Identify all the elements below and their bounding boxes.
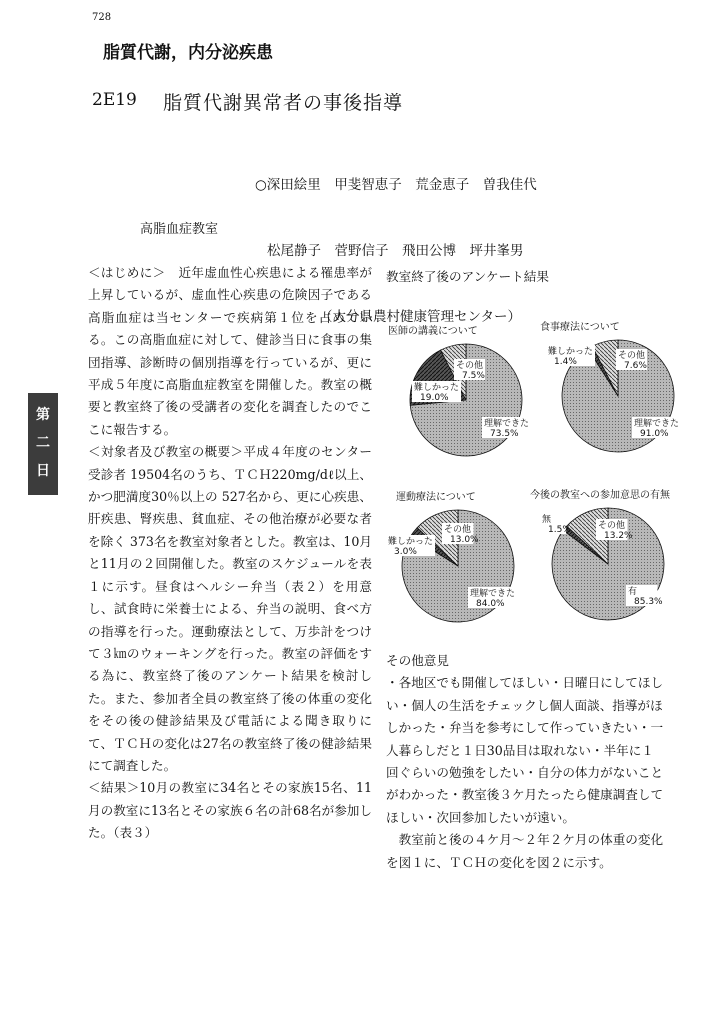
pie-category-label: その他 (444, 525, 472, 535)
paragraph-subjects: ＜対象者及び教室の概要＞平成４年度のセンター受診者 19504名のうち、ＴＣＨ220mg/dℓ以上、かつ肥満度30％以上の 527名から、更に心疾患、肝疾患、腎疾患、貧血症、その他治療が必要な者を除く 373名を教室対象者とした。教室は、10月と11月の２回開催した。教室のスケジュールを表１に示す。昼食はヘルシー弁当（表２）を用意し、試食時に栄養士による、弁当の説明、食べ方の指導を行った。運動療法として、万歩計をつけて３㎞のウォーキングを行った。教室の評価をする為に、教室終了後のアンケート結果を検討した。また、参加者全員の教室終了後の体重の変化をその後の健診結果及び電話による聞き取りにて、ＴＣＨの変化は27名の教室終了後の健診結果にて調査した。 (88, 444, 372, 773)
pie-chart-diet (540, 318, 690, 478)
pie-value-label: 13.0% (450, 535, 479, 545)
chart-title: 運動療法について (396, 492, 476, 503)
authors-line-2: 松尾静子 菅野信子 飛田公博 坪井峯男 (267, 243, 524, 259)
body-right-column (386, 650, 666, 874)
pie-category-label: 理解できた (634, 419, 680, 429)
paragraph-results: ＜結果＞10月の教室に34名とその家族15名、11月の教室に13名とその家族６名の計68名が参加した。（表３） (88, 780, 372, 841)
pie-value-label: 7.6% (624, 361, 647, 371)
pie-value-label: 19.0% (420, 393, 449, 403)
side-tab-char: 日 (36, 463, 50, 479)
pie-chart-svg (540, 334, 690, 479)
pie-category-label: その他 (456, 361, 484, 371)
pie-category-label: その他 (618, 351, 646, 361)
chart-title: 医師の講義について (388, 326, 478, 337)
pie-value-label: 84.0% (476, 599, 505, 609)
pie-value-label: 1.5% (548, 525, 571, 535)
pie-category-label: 有 (628, 587, 638, 597)
pie-category-label: 難しかった (548, 347, 594, 357)
pie-value-label: 85.3% (634, 597, 663, 607)
pie-chart-lecture (388, 322, 538, 482)
pie-value-label: 73.5% (490, 429, 519, 439)
pie-category-label: 無 (542, 515, 552, 525)
pie-chart-svg (530, 502, 680, 647)
pie-chart-participation (530, 486, 680, 646)
side-tab-char: 二 (36, 435, 50, 451)
pie-category-label: 理解できた (484, 419, 530, 429)
side-tab-char: 第 (36, 407, 50, 423)
pie-category-label: その他 (598, 521, 626, 531)
side-tab (28, 393, 58, 495)
pie-value-label: 13.2% (604, 531, 633, 541)
abstract-number: 2E19 (92, 90, 137, 110)
pie-value-label: 91.0% (640, 429, 669, 439)
affiliation: （大分県農村健康管理センター） (319, 309, 521, 325)
section-title: 脂質代謝，内分泌疾患 (103, 43, 273, 63)
pie-value-label: 7.5% (462, 371, 485, 381)
pie-chart-svg (388, 338, 538, 483)
paragraph-other-opinions: ・各地区でも開催してほしい・日曜日にしてほしい・個人の生活をチェックし個人面談、指導がほしかった・弁当を参考にして作っていきたい・一人暮らしだと１日30品目は取れない・半年に１回ぐらいの勉強をしたい・自分の体力がないことがわかった・教室後３ケ月たったら健康調査してほしい・次回参加したいが遠い。 (386, 675, 664, 825)
paragraph-figure-reference: 教室前と後の４ケ月～２年２ケ月の体重の変化を図１に、ＴＣＨの変化を図２に示す。 (386, 832, 664, 870)
paragraph-introduction: ＜はじめに＞ 近年虚血性心疾患による罹患率が上昇しているが、虚血性心疾患の危険因子である高脂血症は当センターで疾病第１位を占めている。この高脂血症に対して、健診当日に食事の集団指導、診断時の個別指導を行っているが、更に平成５年度に高脂血症教室を開催した。教室の概要と教室終了後の受講者の変化を調査したのでここに報告する。 (88, 265, 372, 437)
body-left-column (88, 262, 372, 845)
chart-title: 食事療法について (540, 322, 620, 333)
pie-category-label: 理解できた (470, 589, 516, 599)
pie-value-label: 1.4% (554, 357, 577, 367)
paragraph-other-opinions-heading: その他意見 (386, 653, 449, 668)
pie-value-label: 3.0% (394, 547, 417, 557)
survey-heading: 教室終了後のアンケート結果 (386, 269, 549, 284)
pie-category-label: 難しかった (414, 383, 460, 393)
pie-category-label: 難しかった (388, 537, 434, 547)
page-number: 728 (92, 12, 112, 23)
chart-title: 今後の教室への参加意思の有無 (530, 490, 670, 501)
authors-line-1: ○深田絵里 甲斐智恵子 荒金恵子 曽我佳代 (255, 177, 537, 193)
keyword: 高脂血症教室 (140, 222, 219, 237)
pie-chart-exercise (388, 488, 546, 648)
pie-chart-svg (380, 504, 530, 649)
abstract-title: 脂質代謝異常者の事後指導 (163, 92, 404, 114)
